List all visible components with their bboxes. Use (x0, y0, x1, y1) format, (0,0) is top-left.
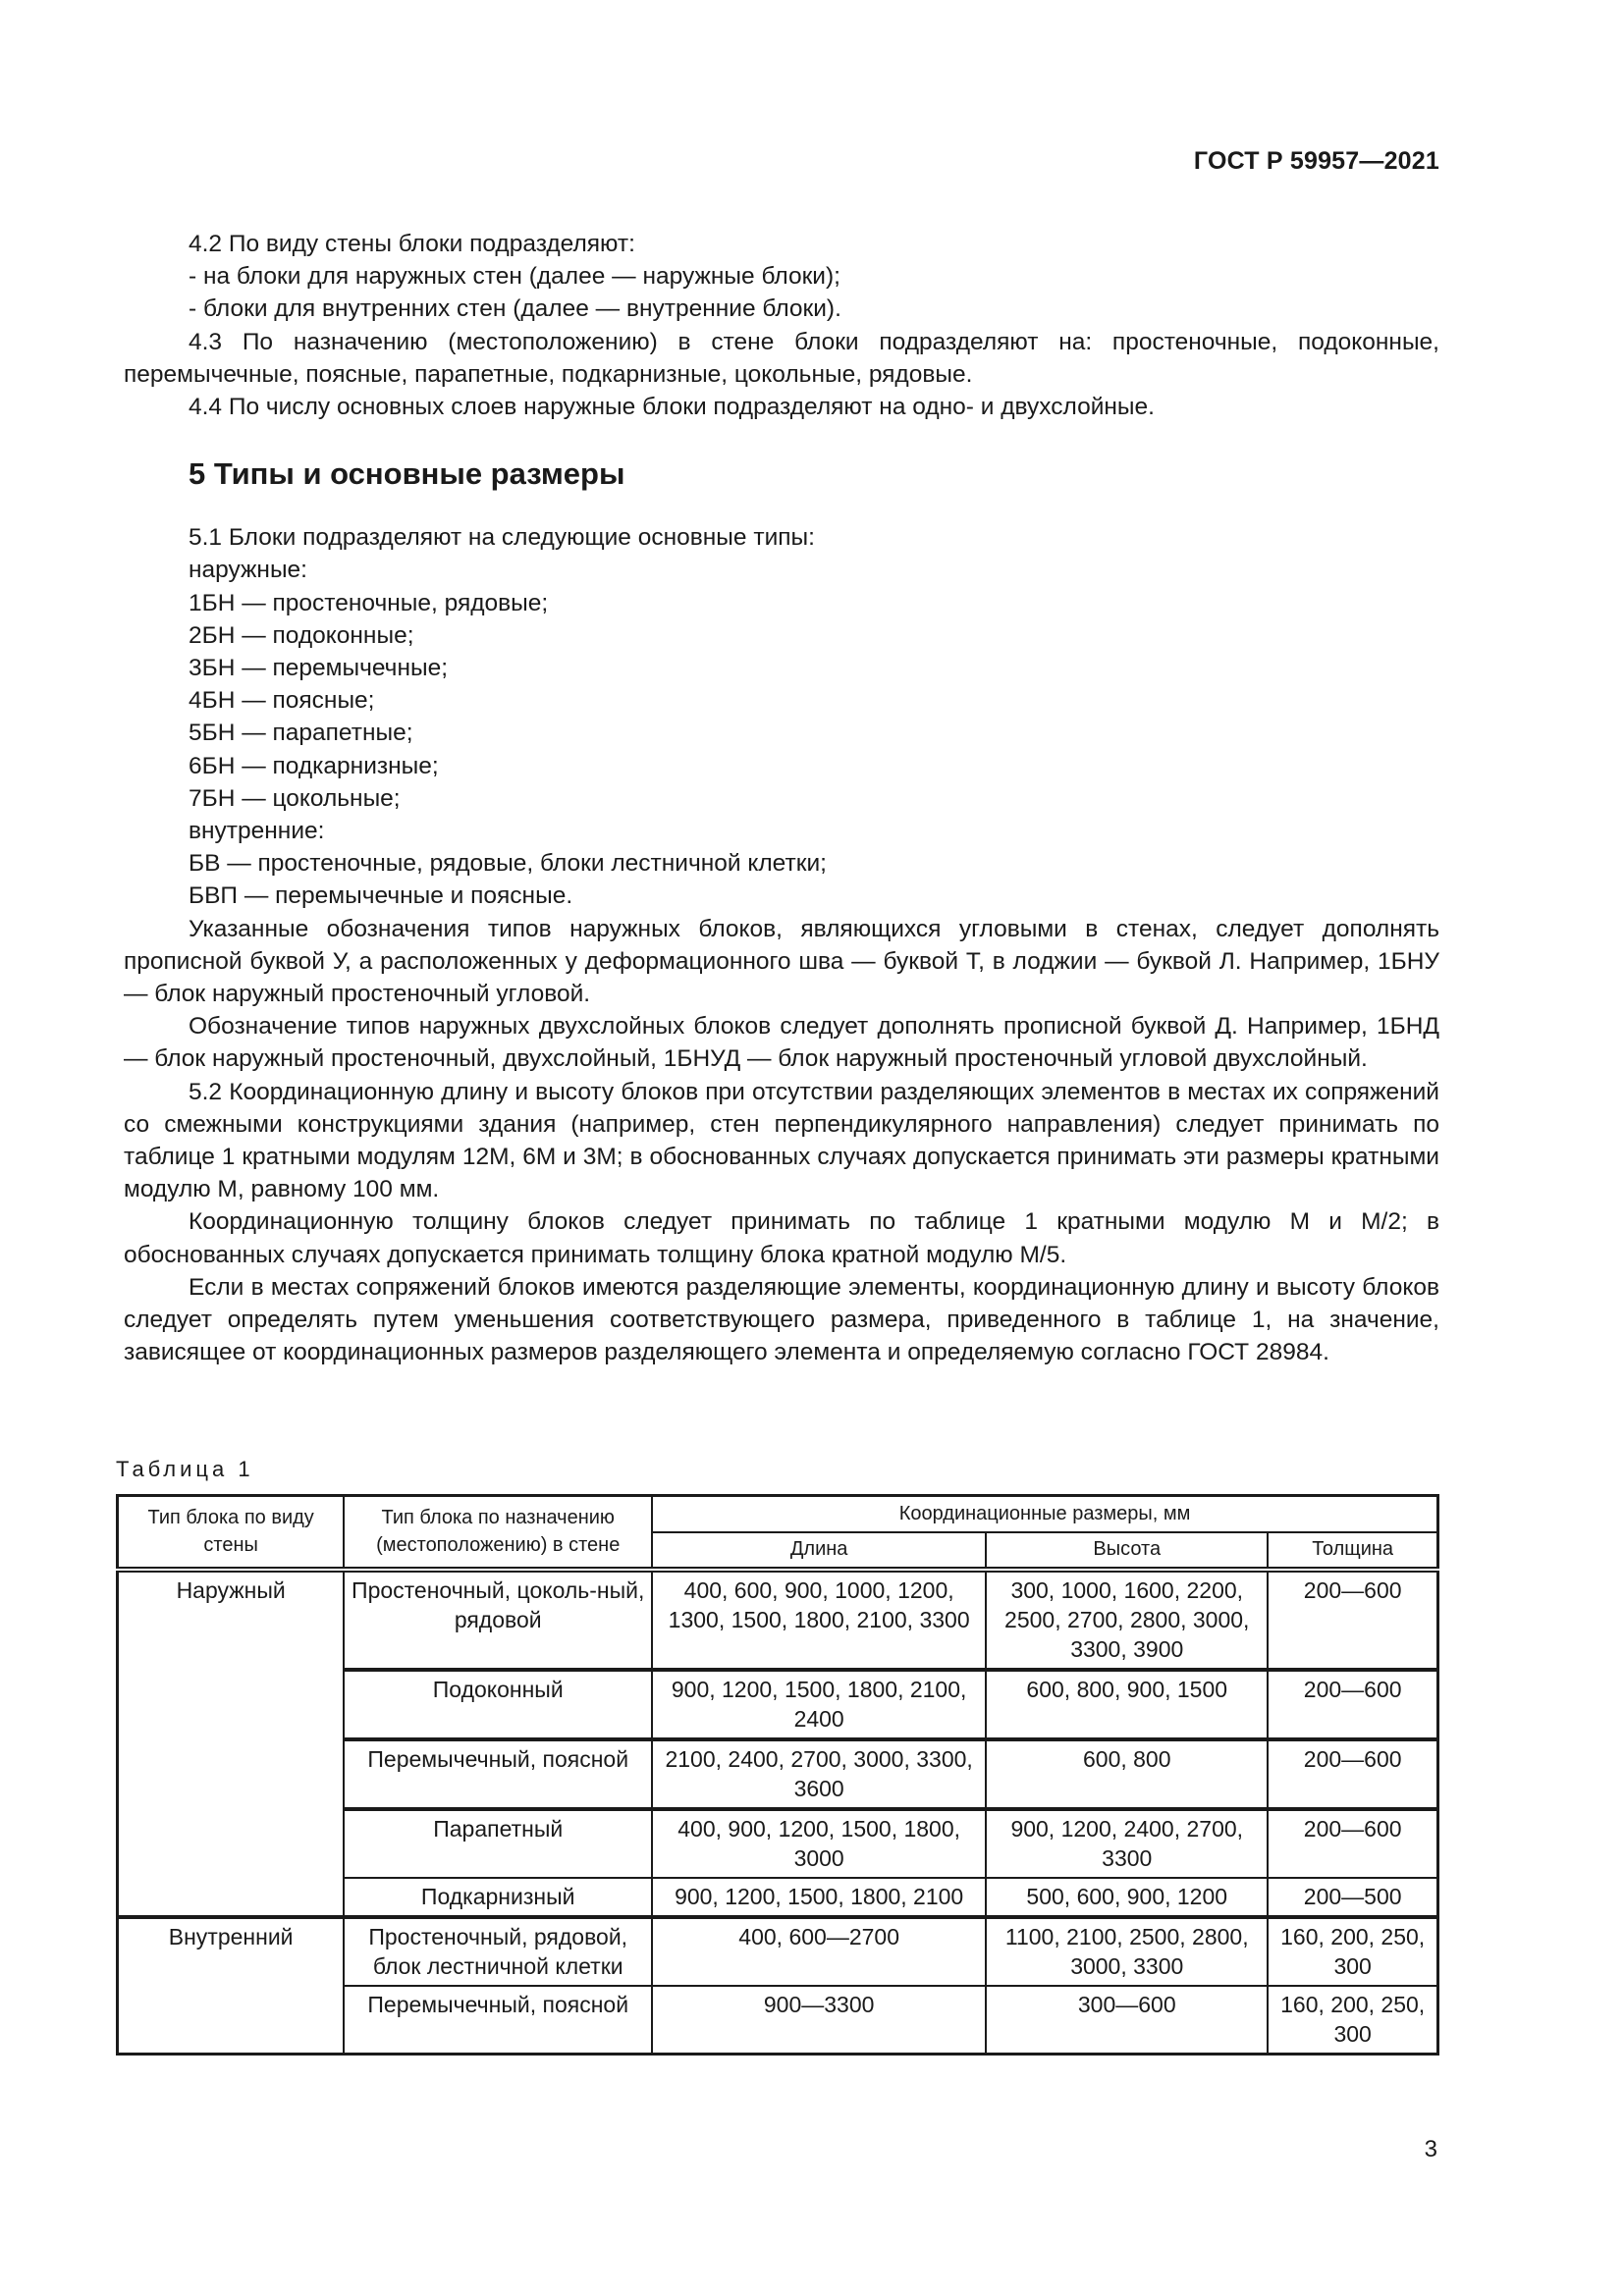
list-item: 5БН — парапетные; (189, 720, 413, 747)
document-designation: ГОСТ Р 59957—2021 (1193, 147, 1439, 175)
list-item: 2БН — подоконные; (189, 621, 414, 649)
cell-purpose: Подоконный (344, 1670, 652, 1739)
cell-thickness: 160, 200, 250, 300 (1268, 1986, 1437, 2055)
cell-height: 900, 1200, 2400, 2700, 3300 (986, 1809, 1268, 1878)
cell-height: 600, 800, 900, 1500 (986, 1670, 1268, 1739)
cell-height: 300, 1000, 1600, 2200, 2500, 2700, 2800, 3000, 3300, 3900 (986, 1570, 1268, 1670)
clause-5-2: 5.2 Координационную длину и высоту блоков при отсутствии разделяющих элементов в местах их сопряжений со смежными конструкциями здания (например, стен перпендикулярного направления) следует принимать по таблице 1 кратными модулям 12М, 6М и 3М; в обоснованных случаях допускается принимать эти размеры кратными модулю М, равному 100 мм. (124, 1078, 1439, 1203)
cell-length: 400, 600, 900, 1000, 1200, 1300, 1500, 1800, 2100, 3300 (652, 1570, 986, 1670)
list-item: БВП — перемычечные и поясные. (189, 882, 573, 910)
cell-length: 900, 1200, 1500, 1800, 2100, 2400 (652, 1670, 986, 1739)
cell-length: 900—3300 (652, 1986, 986, 2055)
clause-4-2: 4.2 По виду стены блоки подразделяют: (189, 231, 635, 257)
internal-label: внутренние: (189, 818, 325, 845)
cell-purpose: Простеночный, цоколь-ный, рядовой (344, 1570, 652, 1670)
cell-thickness: 200—600 (1268, 1670, 1437, 1739)
list-item: 1БН — простеночные, рядовые; (189, 589, 549, 616)
paragraph-two-layer-blocks: Обозначение типов наружных двухслойных блоков следует дополнять прописной буквой Д. Например, 1БНД — блок наружный простеночный, двухслойный, 1БНУД — блок наружный простеночный угловой двухслойный. (124, 1013, 1439, 1073)
clause-4-3: 4.3 По назначению (местоположению) в стене блоки подразделяют на: простеночные, подоконные, перемычечные, поясные, парапетные, подкарнизные, цокольные, рядовые. (124, 328, 1439, 388)
header-thickness: Толщина (1268, 1532, 1437, 1570)
cell-thickness: 200—600 (1268, 1739, 1437, 1809)
cell-length: 400, 600—2700 (652, 1917, 986, 1986)
list-item: 3БН — перемычечные; (189, 655, 449, 682)
cell-purpose: Перемычечный, поясной (344, 1739, 652, 1809)
list-item: 7БН — цокольные; (189, 784, 401, 812)
cell-thickness: 200—600 (1268, 1809, 1437, 1878)
cell-length: 900, 1200, 1500, 1800, 2100 (652, 1878, 986, 1917)
cell-length: 2100, 2400, 2700, 3000, 3300, 3600 (652, 1739, 986, 1809)
cell-thickness: 200—500 (1268, 1878, 1437, 1917)
cell-height: 300—600 (986, 1986, 1268, 2055)
list-item: 4БН — поясные; (189, 687, 375, 715)
table-row (118, 1570, 1438, 1670)
cell-purpose: Простеночный, рядовой, блок лестничной клетки (344, 1917, 652, 1986)
cell-wall-type: Внутренний (118, 1917, 345, 2055)
list-item: 6БН — подкарнизные; (189, 752, 439, 779)
cell-height: 600, 800 (986, 1739, 1268, 1809)
list-item: - на блоки для наружных стен (далее — наружные блоки); (189, 263, 840, 291)
cell-purpose: Перемычечный, поясной (344, 1986, 652, 2055)
document-body (124, 228, 1439, 1369)
header-wall-type: Тип блока по виду стены (118, 1496, 345, 1571)
table-row (118, 1917, 1438, 1986)
clause-4-4: 4.4 По числу основных слоев наружные блоки подразделяют на одно- и двухслойные. (189, 394, 1155, 421)
page-number: 3 (1424, 2136, 1437, 2163)
header-length: Длина (652, 1532, 986, 1570)
header-purpose-type: Тип блока по назначению (местоположению) в стене (344, 1496, 652, 1571)
external-label: наружные: (189, 557, 307, 584)
cell-thickness: 160, 200, 250, 300 (1268, 1917, 1437, 1986)
cell-thickness: 200—600 (1268, 1570, 1437, 1670)
paragraph-thickness: Координационную толщину блоков следует принимать по таблице 1 кратными модулю М и М/2; в обоснованных случаях допускается принимать толщину блока кратной модулю М/5. (124, 1208, 1439, 1268)
list-item: - блоки для внутренних стен (далее — внутренние блоки). (189, 295, 841, 323)
cell-length: 400, 900, 1200, 1500, 1800, 3000 (652, 1809, 986, 1878)
clause-5-1: 5.1 Блоки подразделяют на следующие основные типы: (189, 524, 815, 552)
cell-purpose: Подкарнизный (344, 1878, 652, 1917)
section-title: 5 Типы и основные размеры (189, 456, 625, 492)
paragraph-corner-blocks: Указанные обозначения типов наружных блоков, являющихся угловыми в стенах, следует дополнять прописной буквой У, а расположенных у деформационного шва — буквой Т, в лоджии — буквой Л. Например, 1БНУ — блок наружный простеночный угловой. (124, 915, 1439, 1008)
cell-height: 1100, 2100, 2500, 2800, 3000, 3300 (986, 1917, 1268, 1986)
paragraph-separating-elements: Если в местах сопряжений блоков имеются разделяющие элементы, координационную длину и высоту блоков следует определять путем уменьшения соответствующего размера, приведенного в таблице 1, на значение, зависящее от координационных размеров разделяющего элемента и определяемую согласно ГОСТ 28984. (124, 1273, 1439, 1366)
table-caption: Таблица 1 (116, 1457, 254, 1481)
header-coord-sizes: Координационные размеры, мм (652, 1496, 1437, 1533)
header-height: Высота (986, 1532, 1268, 1570)
list-item: БВ — простеночные, рядовые, блоки лестничной клетки; (189, 850, 827, 878)
cell-height: 500, 600, 900, 1200 (986, 1878, 1268, 1917)
cell-purpose: Парапетный (344, 1809, 652, 1878)
cell-wall-type: Наружный (118, 1570, 345, 1917)
table-1 (116, 1494, 1439, 2056)
